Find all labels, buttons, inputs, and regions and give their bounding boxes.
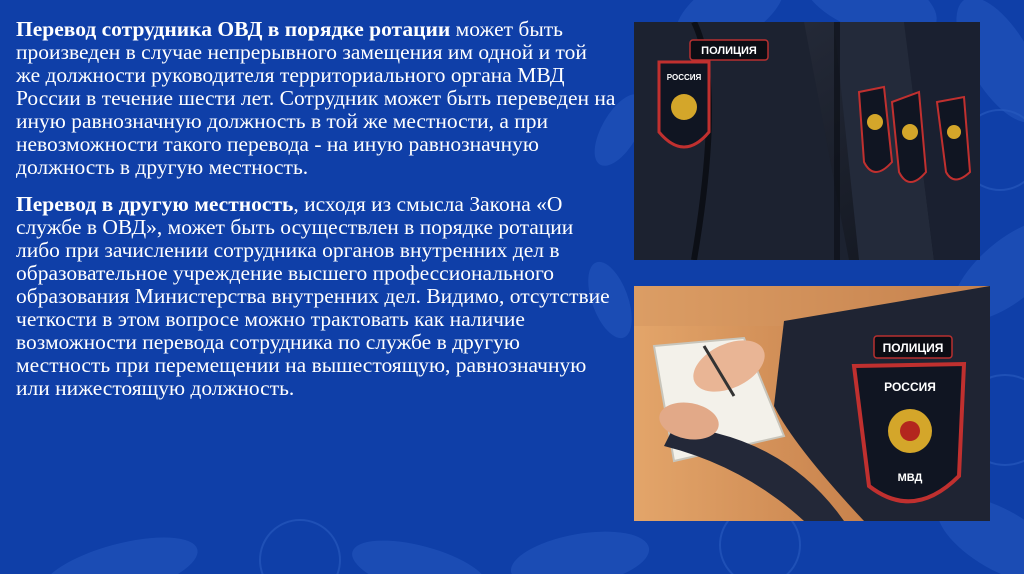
paragraph-rotation-body: может быть произведен в случае непрерывного замещения им одной и той же должности руководителя территориального органа МВД России в течение шести лет. Сотрудник может быть переведен на иную равнозначную должность в той же местности, а при невозможности такого перевода - на иную равнозначную должность в другую местность. (16, 17, 616, 179)
paragraph-relocation-heading: Перевод в другую местность (16, 192, 294, 216)
paragraph-relocation (16, 193, 616, 400)
patch-country-label: РОССИЯ (884, 380, 936, 394)
paragraph-rotation-heading: Перевод сотрудника ОВД в порядке ротации (16, 17, 451, 41)
paragraph-rotation (16, 18, 616, 179)
slide-body-text (16, 18, 616, 414)
police-officer-writing-photo (634, 286, 990, 521)
patch-mvd-label: МВД (897, 472, 923, 484)
patch-label: ПОЛИЦИЯ (882, 341, 944, 355)
patch-label: ПОЛИЦИЯ (701, 45, 757, 57)
paragraph-relocation-body: , исходя из смысла Закона «О службе в ОВД», может быть осуществлен в порядке ротации либо при зачислении сотрудника органов внутренних дел в образовательное учреждение высшего профессионального образования Министерства внутренних дел. Видимо, отсутствие четкости в этом вопросе можно трактовать как наличие возможности перевода сотрудника по службе в другую местность при перемещении на вышестоящую, равнозначную или нижестоящую должность. (16, 192, 610, 400)
patch-country-label: РОССИЯ (666, 73, 702, 82)
police-officers-photo (634, 22, 980, 260)
